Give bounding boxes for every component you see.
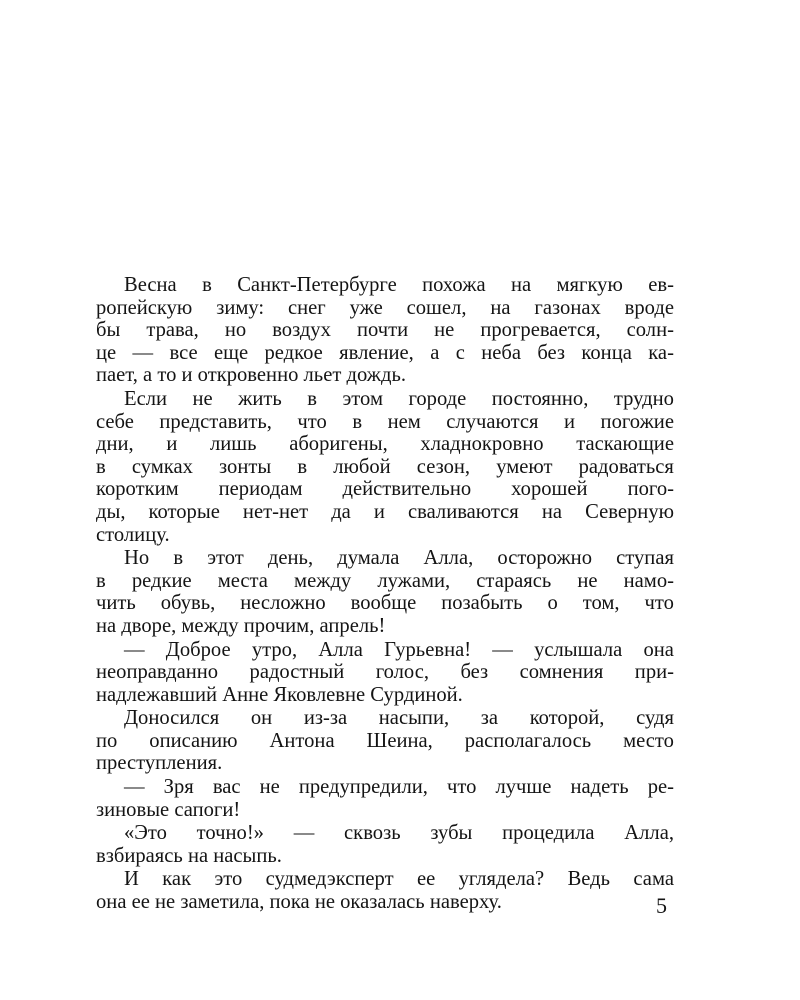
paragraph bbox=[96, 776, 674, 821]
text-line: бы трава, но воздух почти не прогревается, солн- bbox=[96, 319, 674, 342]
paragraph bbox=[96, 822, 674, 867]
paragraph bbox=[96, 274, 674, 387]
text-line: — Доброе утро, Алла Гурьевна! — услышала она bbox=[124, 638, 674, 661]
text-line: столицу. bbox=[96, 523, 170, 546]
body-text bbox=[96, 274, 674, 915]
page-number: 5 bbox=[656, 893, 667, 918]
text-line: она ее не заметила, пока не оказалась наверху. bbox=[96, 891, 502, 914]
text-line: по описанию Антона Шеина, располагалось место bbox=[96, 729, 674, 752]
text-line: зиновые сапоги! bbox=[96, 798, 241, 821]
text-line: дни, и лишь аборигены, хладнокровно таскающие bbox=[96, 433, 674, 456]
paragraph bbox=[96, 547, 674, 637]
paragraph bbox=[96, 388, 674, 546]
text-line: взбираясь на насыпь. bbox=[96, 844, 282, 867]
text-line: преступления. bbox=[96, 752, 223, 775]
text-line: неоправданно радостный голос, без сомнения при- bbox=[96, 661, 674, 684]
text-line: Если не жить в этом городе постоянно, трудно bbox=[124, 387, 674, 410]
text-line: «Это точно!» — сквозь зубы процедила Алла, bbox=[124, 822, 674, 845]
text-line: себе представить, что в нем случаются и погожие bbox=[96, 410, 674, 433]
text-line: ды, которые нет-нет да и сваливаются на Северную bbox=[96, 500, 674, 523]
text-line: Но в этот день, думала Алла, осторожно ступая bbox=[124, 547, 674, 570]
text-line: в редкие места между лужами, стараясь не намо- bbox=[96, 569, 674, 592]
text-line: И как это судмедэксперт ее углядела? Ведь сама bbox=[124, 868, 674, 891]
text-line: — Зря вас не предупредили, что лучше надеть ре- bbox=[124, 776, 674, 799]
text-line: це — все еще редкое явление, а с неба без конца ка- bbox=[96, 341, 674, 364]
text-line: на дворе, между прочим, апрель! bbox=[96, 614, 386, 637]
text-line: ропейскую зиму: снег уже сошел, на газонах вроде bbox=[96, 296, 674, 319]
paragraph bbox=[96, 868, 674, 913]
text-line: пает, а то и откровенно льет дождь. bbox=[96, 364, 407, 387]
text-line: надлежавший Анне Яковлевне Сурдиной. bbox=[96, 683, 463, 706]
paragraph bbox=[96, 639, 674, 707]
text-line: чить обувь, несложно вообще позабыть о том, что bbox=[96, 592, 674, 615]
text-line: в сумках зонты в любой сезон, умеют радоваться bbox=[96, 455, 674, 478]
text-line: Доносился он из-за насыпи, за которой, судя bbox=[124, 707, 674, 730]
text-line: коротким периодам действительно хорошей пого- bbox=[96, 478, 674, 501]
text-line: Весна в Санкт-Петербурге похожа на мягкую ев- bbox=[124, 274, 674, 296]
paragraph bbox=[96, 707, 674, 775]
